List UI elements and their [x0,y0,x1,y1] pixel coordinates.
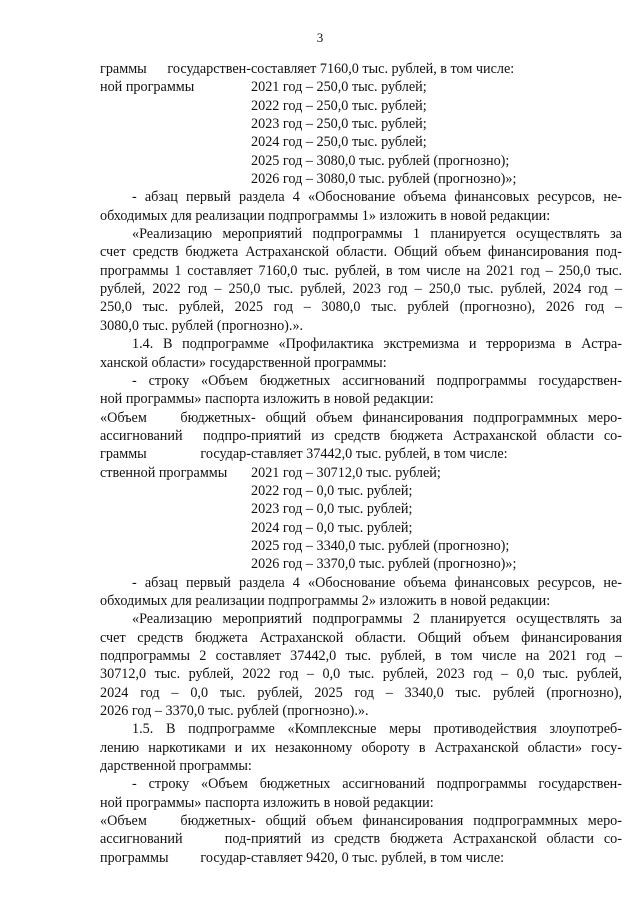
table-value-line: 2026 год – 3370,0 тыс. рублей (прогнозно)»; [251,556,517,573]
table-value-line: - общий объем финансирования подпрограммных меро- [251,409,622,426]
paragraph [100,225,622,335]
paragraph-line: 2024 год – 0,0 тыс. рублей, 2025 год – 3340,0 тыс. рублей (прогнозно), [100,684,622,701]
paragraph [100,610,622,720]
paragraph-line: 30712,0 тыс. рублей, 2022 год – 0,0 тыс. рублей, 2023 год – 0,0 тыс. рублей, [100,666,622,683]
table-label-line: ассигнований под- [100,831,251,848]
table-value-line: 2021 год – 250,0 тыс. рублей; [251,79,427,96]
table-label-line: ной программы [100,79,195,96]
table-value-line: 2024 год – 0,0 тыс. рублей; [251,519,413,536]
table-value-line: 2025 год – 3340,0 тыс. рублей (прогнозно); [251,537,510,554]
paragraph-line: «Реализацию мероприятий подпрограммы 2 планируется осуществлять за [132,611,622,628]
table-value-line: составляет 7160,0 тыс. рублей, в том числе: [251,61,515,77]
table-value-line: - общий объем финансирования подпрограммных меро- [251,813,622,830]
section-heading [100,335,622,372]
paragraph-line: 2026 год – 3370,0 тыс. рублей (прогнозно).». [100,703,369,720]
budget-table-1 [100,60,622,188]
budget-table-3 [100,812,622,867]
paragraph-line: - строку «Объем бюджетных ассигнований подпрограммы государствен- [132,372,622,389]
paragraph-line: обходимых для реализации подпрограммы 1» изложить в новой редакции: [100,207,551,224]
table-value-cell [251,409,622,574]
paragraph-line: - абзац первый раздела 4 «Обоснование объема финансовых ресурсов, не- [132,574,622,591]
table-label-line: граммы государ- [100,446,251,463]
table-value-line: 2023 год – 250,0 тыс. рублей; [251,116,427,133]
table-label-line: программы государ- [100,849,251,866]
paragraph-line: - абзац первый раздела 4 «Обоснование объема финансовых ресурсов, не- [132,189,622,206]
table-label-line: ственной программы [100,464,228,481]
table-label-line: ассигнований подпро- [100,427,251,444]
paragraph-line: обходимых для реализации подпрограммы 2» изложить в новой редакции: [100,592,551,609]
paragraph-line: дарственной программы: [100,758,252,775]
paragraph-line: рублей, 2022 год – 250,0 тыс. рублей, 2023 год – 250,0 тыс. рублей, 2024 год – [100,281,622,298]
paragraph-line: - строку «Объем бюджетных ассигнований подпрограммы государствен- [132,776,622,793]
paragraph-line: лению наркотиками и их незаконному обороту в Астраханской области» госу- [100,739,622,756]
table-label-cell [100,60,251,188]
paragraph-line: подпрограммы 2 составляет 37442,0 тыс. рублей, в том числе на 2021 год – [100,648,622,664]
table-label-cell [100,812,251,867]
table-value-line: ставляет 9420, 0 тыс. рублей, в том числе: [251,849,505,866]
table-label-line: «Объем бюджетных [100,409,251,426]
table-value-line: 2024 год – 250,0 тыс. рублей; [251,134,427,151]
document-body [100,60,622,867]
paragraph-line: программы 1 составляет 7160,0 тыс. рублей, в том числе на 2021 год – 250,0 тыс. [100,262,622,279]
paragraph [100,775,622,812]
table-value-line: 2021 год – 30712,0 тыс. рублей; [251,464,441,481]
paragraph [100,188,622,225]
table-label-line: «Объем бюджетных [100,813,251,830]
budget-table-2 [100,409,622,574]
table-value-line: 2022 год – 250,0 тыс. рублей; [251,97,427,114]
paragraph [100,574,622,611]
table-value-cell [251,812,622,867]
table-value-line: приятий из средств бюджета Астраханской области со- [251,427,622,444]
table-value-line: 2026 год – 3080,0 тыс. рублей (прогнозно)»; [251,171,517,188]
paragraph-line: 250,0 тыс. рублей, 2025 год – 3080,0 тыс. рублей (прогнозно), 2026 год – [100,299,622,316]
section-heading [100,720,622,775]
page-number: 3 [316,30,324,45]
table-label-line: граммы государствен- [100,61,251,77]
table-value-line: ставляет 37442,0 тыс. рублей, в том числе: [251,446,508,463]
paragraph-line: 1.5. В подпрограмме «Комплексные меры противодействия злоупотреб- [132,721,622,738]
paragraph [100,372,622,409]
paragraph-line: 3080,0 тыс. рублей (прогнозно).». [100,317,304,334]
table-value-line: 2023 год – 0,0 тыс. рублей; [251,501,413,518]
table-value-line: приятий из средств бюджета Астраханской области со- [251,831,622,848]
paragraph-line: ной программы» паспорта изложить в новой редакции: [100,794,434,811]
table-value-cell [251,60,622,188]
table-label-cell [100,409,251,574]
paragraph-line: ханской области» государственной программы: [100,354,387,371]
paragraph-line: 1.4. В подпрограмме «Профилактика экстремизма и терроризма в Астра- [132,336,622,353]
paragraph-line: «Реализацию мероприятий подпрограммы 1 планируется осуществлять за [132,226,622,243]
paragraph-line: счет средств бюджета Астраханской области. Общий объем финансирования [100,629,622,646]
table-value-line: 2022 год – 0,0 тыс. рублей; [251,482,413,499]
paragraph-line: счет средств бюджета Астраханской области. Общий объем финансирования под- [100,244,622,261]
table-value-line: 2025 год – 3080,0 тыс. рублей (прогнозно); [251,152,510,169]
paragraph-line: ной программы» паспорта изложить в новой редакции: [100,391,434,408]
